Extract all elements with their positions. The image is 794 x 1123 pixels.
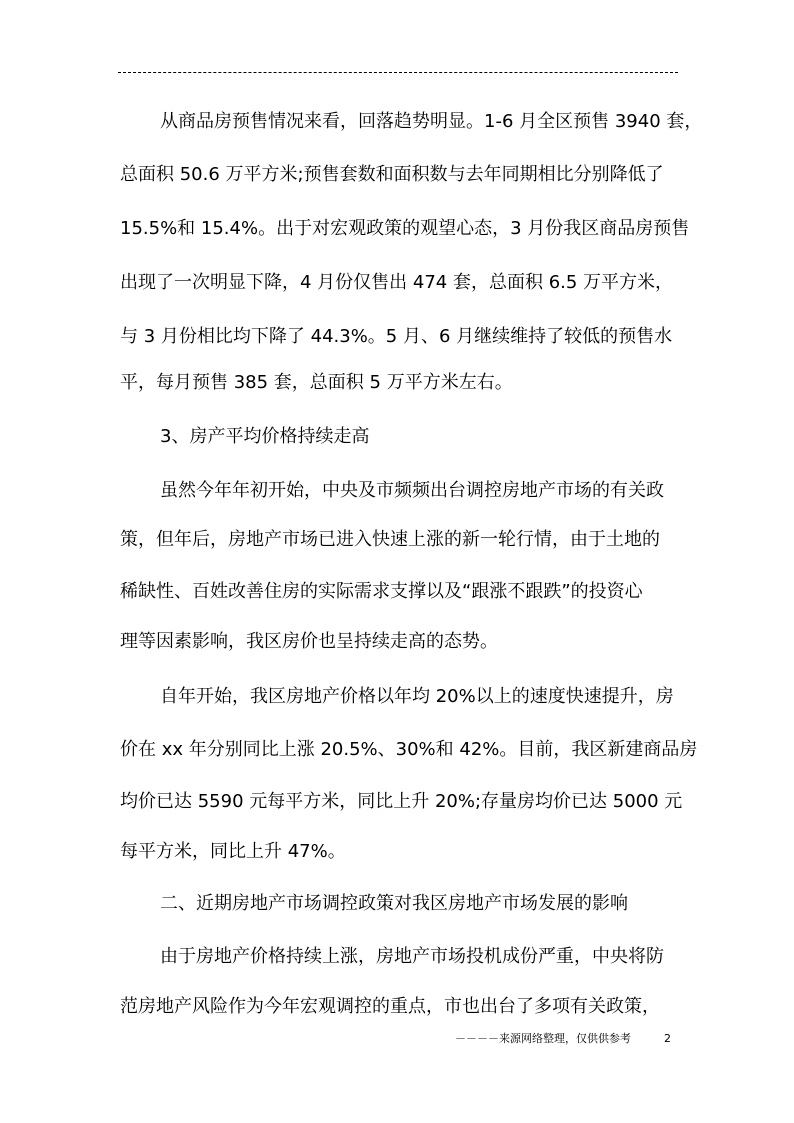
text-line: 理等因素影响，我区房价也呈持续走高的态势。	[120, 631, 498, 652]
text-line: 平，每月预售 385 套，总面积 5 万平方米左右。	[120, 372, 513, 393]
text-line: 均价已达 5590 元每平方米，同比上升 20%;存量房均价已达 5000 元	[120, 791, 683, 812]
text-line: 每平方米，同比上升 47%。	[120, 841, 346, 862]
text-line: 与 3 月份相比均下降了 44.3%。5 月、6 月继续维持了较低的预售水	[120, 326, 673, 347]
text-line: 稀缺性、百姓改善住房的实际需求支撑以及“跟涨不跟跌”的投资心	[120, 581, 643, 602]
text-line: 自年开始，我区房地产价格以年均 20%以上的速度快速提升，房	[160, 686, 674, 707]
section-heading: 3、房产平均价格持续走高	[160, 426, 370, 447]
footer-source-note: －－－－来源网络整理，仅供供参考	[455, 1032, 631, 1045]
text-line: 策，但年后，房地产市场已进入快速上涨的新一轮行情，由于土地的	[120, 529, 660, 550]
text-line: 范房地产风险作为今年宏观调控的重点，市也出台了多项有关政策，	[120, 996, 660, 1017]
text-line: 虽然今年年初开始，中央及市频频出台调控房地产市场的有关政	[160, 480, 664, 501]
page-number: 2	[664, 1032, 671, 1045]
text-line: 总面积 50.6 万平方米;预售套数和面积数与去年同期相比分别降低了	[120, 164, 664, 185]
section-heading: 二、近期房地产市场调控政策对我区房地产市场发展的影响	[160, 893, 628, 914]
text-line: 由于房地产价格持续上涨，房地产市场投机成份严重，中央将防	[160, 946, 664, 967]
text-line: 价在 xx 年分别同比上涨 20.5%、30%和 42%。目前，我区新建商品房	[120, 739, 698, 760]
text-line: 15.5%和 15.4%。出于对宏观政策的观望心态，3 月份我区商品房预售	[120, 218, 690, 239]
header-dashed-rule	[118, 72, 678, 73]
text-line: 出现了一次明显下降，4 月份仅售出 474 套，总面积 6.5 万平方米，	[120, 272, 674, 293]
text-line: 从商品房预售情况来看，回落趋势明显。1-6 月全区预售 3940 套，	[160, 111, 703, 132]
